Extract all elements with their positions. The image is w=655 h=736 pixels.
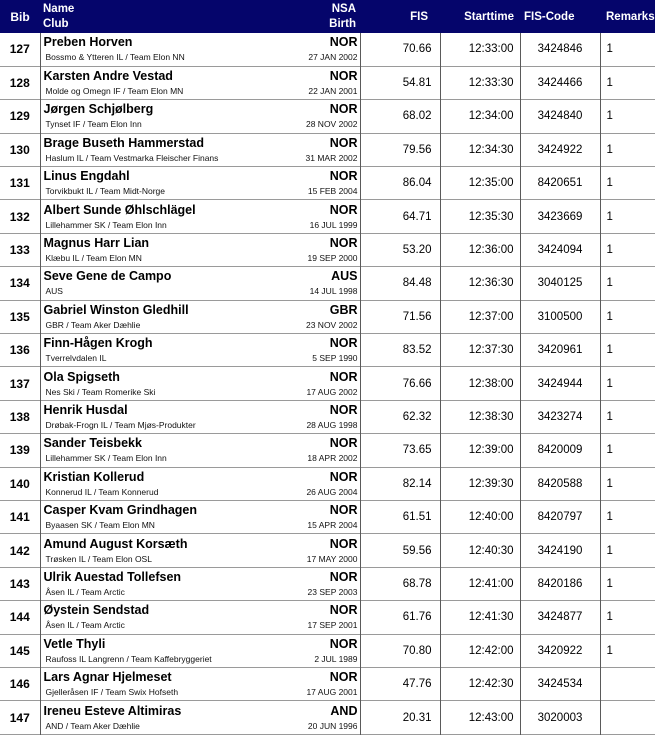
fis-points: 62.32 xyxy=(360,400,440,433)
athlete-cell xyxy=(40,601,360,634)
athlete-cell xyxy=(40,634,360,667)
athlete-cell xyxy=(40,167,360,200)
start-time: 12:33:30 xyxy=(440,66,520,99)
fis-points: 79.56 xyxy=(360,133,440,166)
fis-points: 54.81 xyxy=(360,66,440,99)
birth-date: 17 AUG 2001 xyxy=(306,687,358,698)
fis-points: 76.66 xyxy=(360,367,440,400)
club-name: Åsen IL / Team Arctic xyxy=(45,586,125,597)
birth-date: 27 JAN 2002 xyxy=(308,52,358,63)
header-bib: Bib xyxy=(10,9,30,24)
fis-code: 3424466 xyxy=(520,66,600,99)
athlete-name: Brage Buseth Hammerstad xyxy=(43,135,204,150)
table-row xyxy=(0,367,655,400)
header-birth: Birth xyxy=(329,17,356,30)
remarks: 1 xyxy=(606,544,613,557)
table-row xyxy=(0,467,655,500)
remarks: 1 xyxy=(606,277,613,290)
nsa-code: NOR xyxy=(329,503,358,518)
nsa-code: NOR xyxy=(329,636,358,651)
athlete-cell xyxy=(40,701,360,734)
club-name: Gjelleråsen IF / Team Swix Hofseth xyxy=(45,687,179,698)
fis-code: 3424944 xyxy=(520,367,600,400)
start-time: 12:37:00 xyxy=(440,300,520,333)
athlete-cell xyxy=(40,567,360,600)
nsa-code: NOR xyxy=(329,670,358,685)
fis-points: 61.51 xyxy=(360,500,440,533)
bib-number: 129 xyxy=(0,100,40,133)
athlete-cell xyxy=(40,200,360,233)
birth-date: 16 JUL 1999 xyxy=(309,219,358,230)
header-fis: FIS xyxy=(410,10,428,23)
athlete-name: Finn-Hågen Krogh xyxy=(43,336,153,351)
table-row xyxy=(0,66,655,99)
fis-points: 71.56 xyxy=(360,300,440,333)
start-time: 12:36:00 xyxy=(440,233,520,266)
fis-points: 68.02 xyxy=(360,100,440,133)
fis-points: 47.76 xyxy=(360,667,440,700)
birth-date: 15 APR 2004 xyxy=(307,520,358,531)
athlete-name: Lars Agnar Hjelmeset xyxy=(43,670,172,685)
club-name: Nes Ski / Team Romerike Ski xyxy=(45,386,156,397)
nsa-code: AND xyxy=(330,703,358,718)
nsa-code: NOR xyxy=(329,69,358,84)
club-name: Åsen IL / Team Arctic xyxy=(45,620,125,631)
start-time: 12:33:00 xyxy=(440,33,520,66)
club-name: Lillehammer SK / Team Elon Inn xyxy=(45,219,167,230)
header-name: Name xyxy=(43,2,75,15)
fis-points: 68.78 xyxy=(360,567,440,600)
club-name: AND / Team Aker Dæhlie xyxy=(45,720,140,731)
remarks: 1 xyxy=(606,310,613,323)
table-row xyxy=(0,100,655,133)
athlete-cell xyxy=(40,33,360,66)
nsa-code: NOR xyxy=(329,202,358,217)
bib-number: 133 xyxy=(0,233,40,266)
athlete-cell xyxy=(40,467,360,500)
start-time: 12:41:30 xyxy=(440,601,520,634)
birth-date: 14 JUL 1998 xyxy=(309,286,358,297)
fis-points: 83.52 xyxy=(360,334,440,367)
bib-number: 132 xyxy=(0,200,40,233)
bib-number: 147 xyxy=(0,701,40,734)
remarks xyxy=(600,701,655,734)
birth-date: 23 SEP 2003 xyxy=(307,586,358,597)
birth-date: 2 JUL 1989 xyxy=(314,653,358,664)
athlete-name: Ulrik Auestad Tollefsen xyxy=(43,569,182,584)
start-time: 12:35:30 xyxy=(440,200,520,233)
fis-code: 8420797 xyxy=(520,500,600,533)
club-name: Byaasen SK / Team Elon MN xyxy=(45,520,155,531)
fis-code: 3424877 xyxy=(520,601,600,634)
start-time: 12:34:30 xyxy=(440,133,520,166)
header-starttime: Starttime xyxy=(464,10,514,23)
fis-points: 73.65 xyxy=(360,434,440,467)
bib-number: 146 xyxy=(0,667,40,700)
remarks xyxy=(600,667,655,700)
fis-points: 84.48 xyxy=(360,267,440,300)
table-body xyxy=(0,33,655,734)
nsa-code: NOR xyxy=(329,603,358,618)
bib-number: 145 xyxy=(0,634,40,667)
birth-date: 5 SEP 1990 xyxy=(312,353,358,364)
nsa-code: NOR xyxy=(329,402,358,417)
athlete-name: Øystein Sendstad xyxy=(43,603,150,618)
bib-number: 134 xyxy=(0,267,40,300)
fis-points: 20.31 xyxy=(360,701,440,734)
table-row xyxy=(0,300,655,333)
fis-code: 8420651 xyxy=(520,167,600,200)
athlete-cell xyxy=(40,667,360,700)
header-nsa: NSA xyxy=(331,2,356,15)
athlete-name: Seve Gene de Campo xyxy=(43,269,172,284)
fis-code: 3424846 xyxy=(520,33,600,66)
fis-code: 8420588 xyxy=(520,467,600,500)
bib-number: 138 xyxy=(0,400,40,433)
birth-date: 15 FEB 2004 xyxy=(307,186,358,197)
table-row xyxy=(0,500,655,533)
bib-number: 144 xyxy=(0,601,40,634)
table-row xyxy=(0,400,655,433)
birth-date: 31 MAR 2002 xyxy=(305,152,358,163)
athlete-name: Ireneu Esteve Altimiras xyxy=(43,703,182,718)
header-fis-code: FIS-Code xyxy=(524,10,575,23)
bib-number: 141 xyxy=(0,500,40,533)
nsa-code: NOR xyxy=(329,569,358,584)
fis-points: 70.80 xyxy=(360,634,440,667)
header-name-club xyxy=(40,0,360,33)
fis-code: 3423669 xyxy=(520,200,600,233)
table-row xyxy=(0,267,655,300)
nsa-code: NOR xyxy=(329,469,358,484)
bib-number: 135 xyxy=(0,300,40,333)
start-time: 12:35:00 xyxy=(440,167,520,200)
fis-code: 3424190 xyxy=(520,534,600,567)
fis-code: 3020003 xyxy=(520,701,600,734)
remarks: 1 xyxy=(606,444,613,457)
athlete-cell xyxy=(40,500,360,533)
nsa-code: GBR xyxy=(329,302,358,317)
table-row xyxy=(0,701,655,734)
fis-code: 3424922 xyxy=(520,133,600,166)
fis-points: 59.56 xyxy=(360,534,440,567)
club-name: Haslum IL / Team Vestmarka Fleischer Finans xyxy=(45,152,219,163)
club-name: AUS xyxy=(45,286,63,297)
table-row xyxy=(0,534,655,567)
fis-code: 3420922 xyxy=(520,634,600,667)
remarks: 1 xyxy=(606,77,613,90)
start-time: 12:38:30 xyxy=(440,400,520,433)
club-name: Lillehammer SK / Team Elon Inn xyxy=(45,453,167,464)
fis-code: 3424534 xyxy=(520,667,600,700)
athlete-cell xyxy=(40,100,360,133)
start-time: 12:39:00 xyxy=(440,434,520,467)
birth-date: 28 AUG 1998 xyxy=(306,419,358,430)
remarks: 1 xyxy=(606,577,613,590)
club-name: Bossmo & Ytteren IL / Team Elon NN xyxy=(45,52,185,63)
nsa-code: NOR xyxy=(329,35,358,50)
athlete-name: Sander Teisbekk xyxy=(43,436,142,451)
fis-points: 82.14 xyxy=(360,467,440,500)
nsa-code: NOR xyxy=(329,102,358,117)
table-row xyxy=(0,334,655,367)
birth-date: 22 JAN 2001 xyxy=(308,86,358,97)
remarks: 1 xyxy=(606,143,613,156)
athlete-cell xyxy=(40,334,360,367)
header-remarks: Remarks xyxy=(606,10,655,23)
birth-date: 28 NOV 2002 xyxy=(305,119,358,130)
start-time: 12:34:00 xyxy=(440,100,520,133)
athlete-cell xyxy=(40,267,360,300)
remarks: 1 xyxy=(606,410,613,423)
nsa-code: NOR xyxy=(329,135,358,150)
athlete-name: Gabriel Winston Gledhill xyxy=(43,302,189,317)
table-row xyxy=(0,167,655,200)
table-header xyxy=(0,0,655,33)
table-row xyxy=(0,133,655,166)
bib-number: 131 xyxy=(0,167,40,200)
start-time: 12:40:30 xyxy=(440,534,520,567)
nsa-code: NOR xyxy=(329,169,358,184)
club-name: Tverrelvdalen IL xyxy=(45,353,107,364)
athlete-name: Henrik Husdal xyxy=(43,402,128,417)
athlete-name: Magnus Harr Lian xyxy=(43,236,150,251)
table-row xyxy=(0,667,655,700)
bib-number: 128 xyxy=(0,66,40,99)
nsa-code: NOR xyxy=(329,336,358,351)
athlete-name: Albert Sunde Øhlschlägel xyxy=(43,202,196,217)
fis-code: 3423274 xyxy=(520,400,600,433)
remarks: 1 xyxy=(606,210,613,223)
table-row xyxy=(0,567,655,600)
table-row xyxy=(0,434,655,467)
start-time: 12:39:30 xyxy=(440,467,520,500)
athlete-cell xyxy=(40,534,360,567)
remarks: 1 xyxy=(606,110,613,123)
fis-points: 86.04 xyxy=(360,167,440,200)
athlete-name: Ola Spigseth xyxy=(43,369,120,384)
table-row xyxy=(0,601,655,634)
bib-number: 136 xyxy=(0,334,40,367)
fis-code: 8420009 xyxy=(520,434,600,467)
bib-number: 137 xyxy=(0,367,40,400)
start-time: 12:40:00 xyxy=(440,500,520,533)
start-time: 12:38:00 xyxy=(440,367,520,400)
nsa-code: AUS xyxy=(331,269,358,284)
club-name: Drøbak-Frogn IL / Team Mjøs-Produkter xyxy=(45,419,196,430)
club-name: Konnerud IL / Team Konnerud xyxy=(45,486,159,497)
bib-number: 140 xyxy=(0,467,40,500)
remarks: 1 xyxy=(606,377,613,390)
club-name: Trøsken IL / Team Elon OSL xyxy=(45,553,152,564)
header-club: Club xyxy=(43,17,69,30)
athlete-name: Casper Kvam Grindhagen xyxy=(43,503,198,518)
fis-code: 3424094 xyxy=(520,233,600,266)
athlete-name: Karsten Andre Vestad xyxy=(43,69,173,84)
remarks: 1 xyxy=(606,43,613,56)
start-time: 12:37:30 xyxy=(440,334,520,367)
athlete-name: Preben Horven xyxy=(43,35,133,50)
athlete-cell xyxy=(40,400,360,433)
birth-date: 19 SEP 2000 xyxy=(307,253,358,264)
start-time: 12:42:00 xyxy=(440,634,520,667)
bib-number: 130 xyxy=(0,133,40,166)
athlete-name: Linus Engdahl xyxy=(43,169,130,184)
birth-date: 18 APR 2002 xyxy=(307,453,358,464)
bib-number: 143 xyxy=(0,567,40,600)
club-name: Torvikbukt IL / Team Midt-Norge xyxy=(45,186,166,197)
remarks: 1 xyxy=(606,244,613,257)
start-time: 12:43:00 xyxy=(440,701,520,734)
birth-date: 17 SEP 2001 xyxy=(307,620,358,631)
birth-date: 17 MAY 2000 xyxy=(306,553,358,564)
remarks: 1 xyxy=(606,611,613,624)
club-name: Molde og Omegn IF / Team Elon MN xyxy=(45,86,184,97)
remarks: 1 xyxy=(606,344,613,357)
remarks: 1 xyxy=(606,477,613,490)
club-name: Klæbu IL / Team Elon MN xyxy=(45,253,142,264)
start-time: 12:42:30 xyxy=(440,667,520,700)
bib-number: 139 xyxy=(0,434,40,467)
fis-code: 8420186 xyxy=(520,567,600,600)
fis-points: 64.71 xyxy=(360,200,440,233)
table-row xyxy=(0,233,655,266)
remarks: 1 xyxy=(606,177,613,190)
table-row xyxy=(0,634,655,667)
nsa-code: NOR xyxy=(329,369,358,384)
athlete-cell xyxy=(40,367,360,400)
nsa-code: NOR xyxy=(329,236,358,251)
fis-code: 3424840 xyxy=(520,100,600,133)
nsa-code: NOR xyxy=(329,536,358,551)
athlete-cell xyxy=(40,300,360,333)
start-time: 12:41:00 xyxy=(440,567,520,600)
fis-code: 3100500 xyxy=(520,300,600,333)
bib-number: 127 xyxy=(0,33,40,66)
bib-number: 142 xyxy=(0,534,40,567)
fis-code: 3040125 xyxy=(520,267,600,300)
fis-points: 61.76 xyxy=(360,601,440,634)
athlete-name: Kristian Kollerud xyxy=(43,469,145,484)
table-row xyxy=(0,33,655,66)
fis-code: 3420961 xyxy=(520,334,600,367)
athlete-cell xyxy=(40,133,360,166)
club-name: Raufoss IL Langrenn / Team Kaffebryggeriet xyxy=(45,653,212,664)
fis-points: 70.66 xyxy=(360,33,440,66)
birth-date: 23 NOV 2002 xyxy=(305,319,358,330)
athlete-cell xyxy=(40,66,360,99)
athlete-cell xyxy=(40,233,360,266)
nsa-code: NOR xyxy=(329,436,358,451)
remarks: 1 xyxy=(606,511,613,524)
birth-date: 26 AUG 2004 xyxy=(306,486,358,497)
athlete-name: Amund August Korsæth xyxy=(43,536,188,551)
start-time: 12:36:30 xyxy=(440,267,520,300)
athlete-name: Vetle Thyli xyxy=(43,636,106,651)
athlete-cell xyxy=(40,434,360,467)
remarks: 1 xyxy=(606,644,613,657)
fis-points: 53.20 xyxy=(360,233,440,266)
club-name: GBR / Team Aker Dæhlie xyxy=(45,319,141,330)
club-name: Tynset IF / Team Elon Inn xyxy=(45,119,142,130)
birth-date: 20 JUN 1996 xyxy=(307,720,358,731)
birth-date: 17 AUG 2002 xyxy=(306,386,358,397)
athlete-name: Jørgen Schjølberg xyxy=(43,102,154,117)
table-row xyxy=(0,200,655,233)
